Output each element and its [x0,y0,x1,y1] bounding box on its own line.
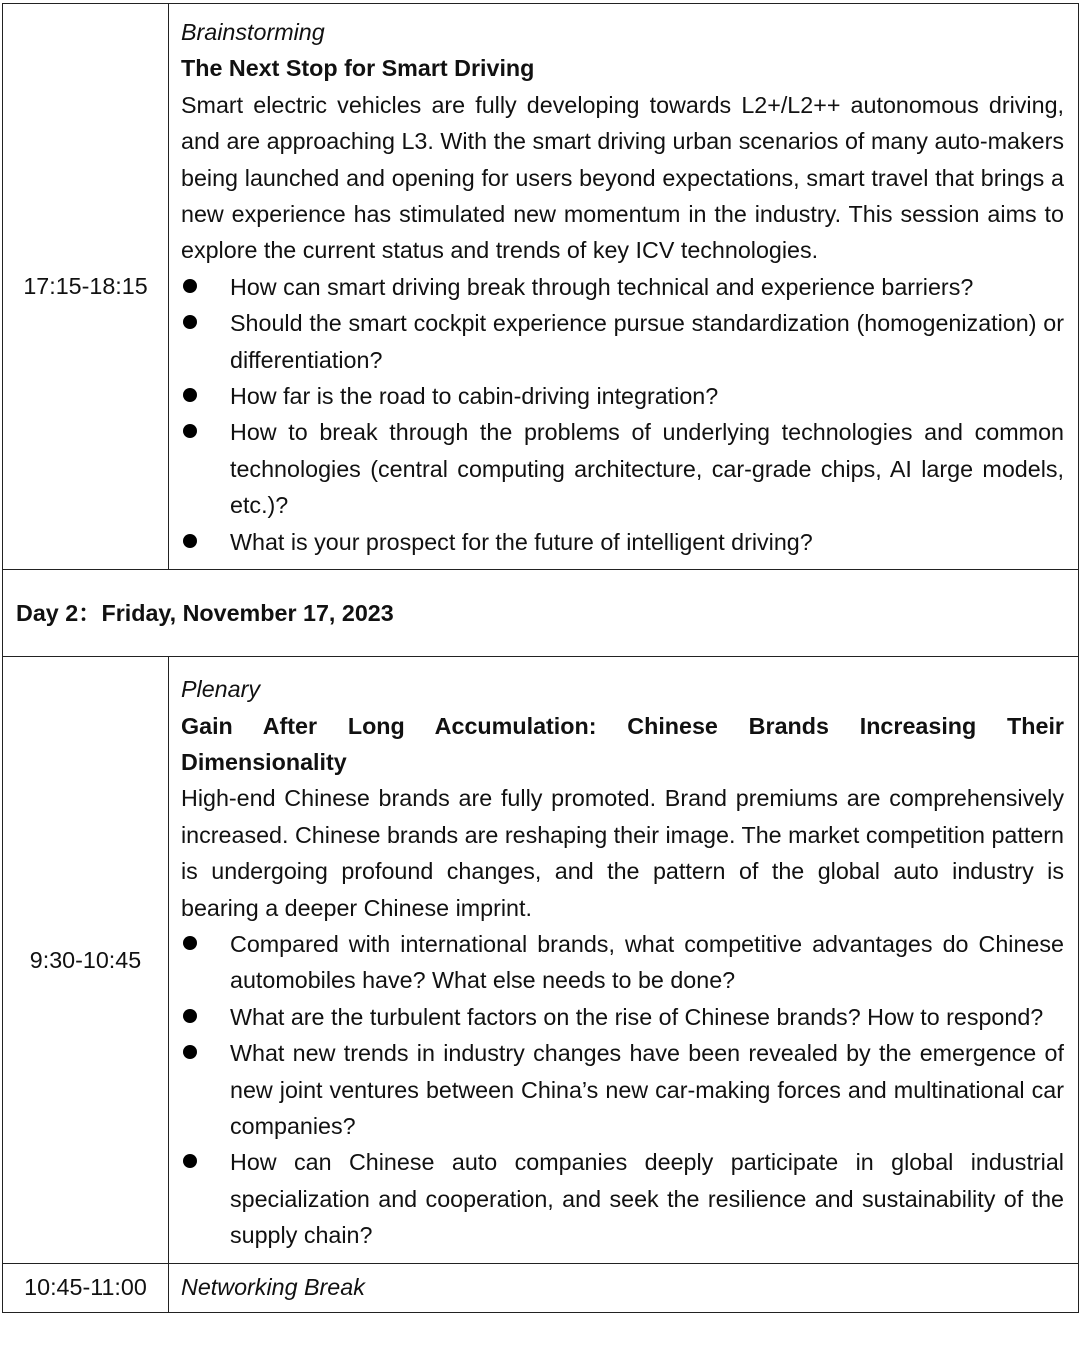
list-item [181,999,1064,1035]
session-title: The Next Stop for Smart Driving [181,55,535,82]
session-content [169,4,1079,570]
question-text: Should the smart cockpit experience pursue standardization (homogenization) or differentiation? [230,310,1064,373]
list-item [181,414,1064,523]
list-item [181,378,1064,414]
day-header-row [3,570,1079,657]
session-time: 17:15-18:15 [3,4,169,570]
session-time: 10:45-11:00 [3,1263,169,1312]
list-item [181,305,1064,378]
list-item [181,524,1064,560]
bullet-icon [183,1154,197,1168]
session-category: Brainstorming [181,19,325,45]
break-row [3,1263,1079,1312]
list-item [181,269,1064,305]
session-category: Plenary [181,676,260,703]
bullet-icon [183,315,197,329]
bullet-icon [183,936,197,950]
session-description: Smart electric vehicles are fully developing towards L2+/L2++ autonomous driving, and are approaching L3. With the smart driving urban scenarios of many auto-makers being launched and opening for users beyond expectations, smart travel that brings a new experience has stimulated new momentum in the industry. This session aims to explore the current status and trends of key ICV technologies. [181,91,1064,264]
list-item [181,1144,1064,1253]
bullet-icon [183,1009,197,1023]
question-text: How far is the road to cabin-driving integration? [230,383,719,410]
session-description: High-end Chinese brands are fully promoted. Brand premiums are comprehensively increased. Chinese brands are reshaping their image. The market competition pattern is undergoing profound changes, and the pattern of the global auto industry is bearing a deeper Chinese imprint. [181,785,1064,921]
question-list [181,269,1064,560]
question-text: Compared with international brands, what competitive advantages do Chinese automobiles have? What else needs to be done? [230,930,1064,994]
question-text: What new trends in industry changes have been revealed by the emergence of new joint ventures between China’s new car-making forces and multinational car companies? [230,1040,1064,1139]
bullet-icon [183,534,197,548]
question-list [181,926,1064,1254]
session-title: Gain After Long Accumulation: Chinese Brands Increasing Their Dimensionality [181,712,1064,775]
list-item [181,926,1064,999]
bullet-icon [183,388,197,402]
day-heading: Day 2：Friday, November 17, 2023 [3,570,1079,657]
session-row-plenary [3,657,1079,1264]
question-text: How to break through the problems of underlying technologies and common technologies (central computing architecture, car-grade chips, AI large models, etc.)? [230,419,1064,519]
question-text: What are the turbulent factors on the rise of Chinese brands? How to respond? [230,1003,1044,1030]
question-text: How can Chinese auto companies deeply participate in global industrial specialization and cooperation, and seek the resilience and sustainability of the supply chain? [230,1149,1064,1249]
bullet-icon [183,1045,197,1059]
bullet-icon [183,424,197,438]
break-label: Networking Break [169,1263,1079,1312]
session-row-smart-driving [3,4,1079,570]
session-time: 9:30-10:45 [3,657,169,1264]
question-text: How can smart driving break through technical and experience barriers? [230,273,974,300]
question-text: What is your prospect for the future of intelligent driving? [230,528,813,555]
bullet-icon [183,279,197,293]
session-content [169,657,1079,1264]
agenda-table [2,3,1079,1313]
list-item [181,1035,1064,1144]
